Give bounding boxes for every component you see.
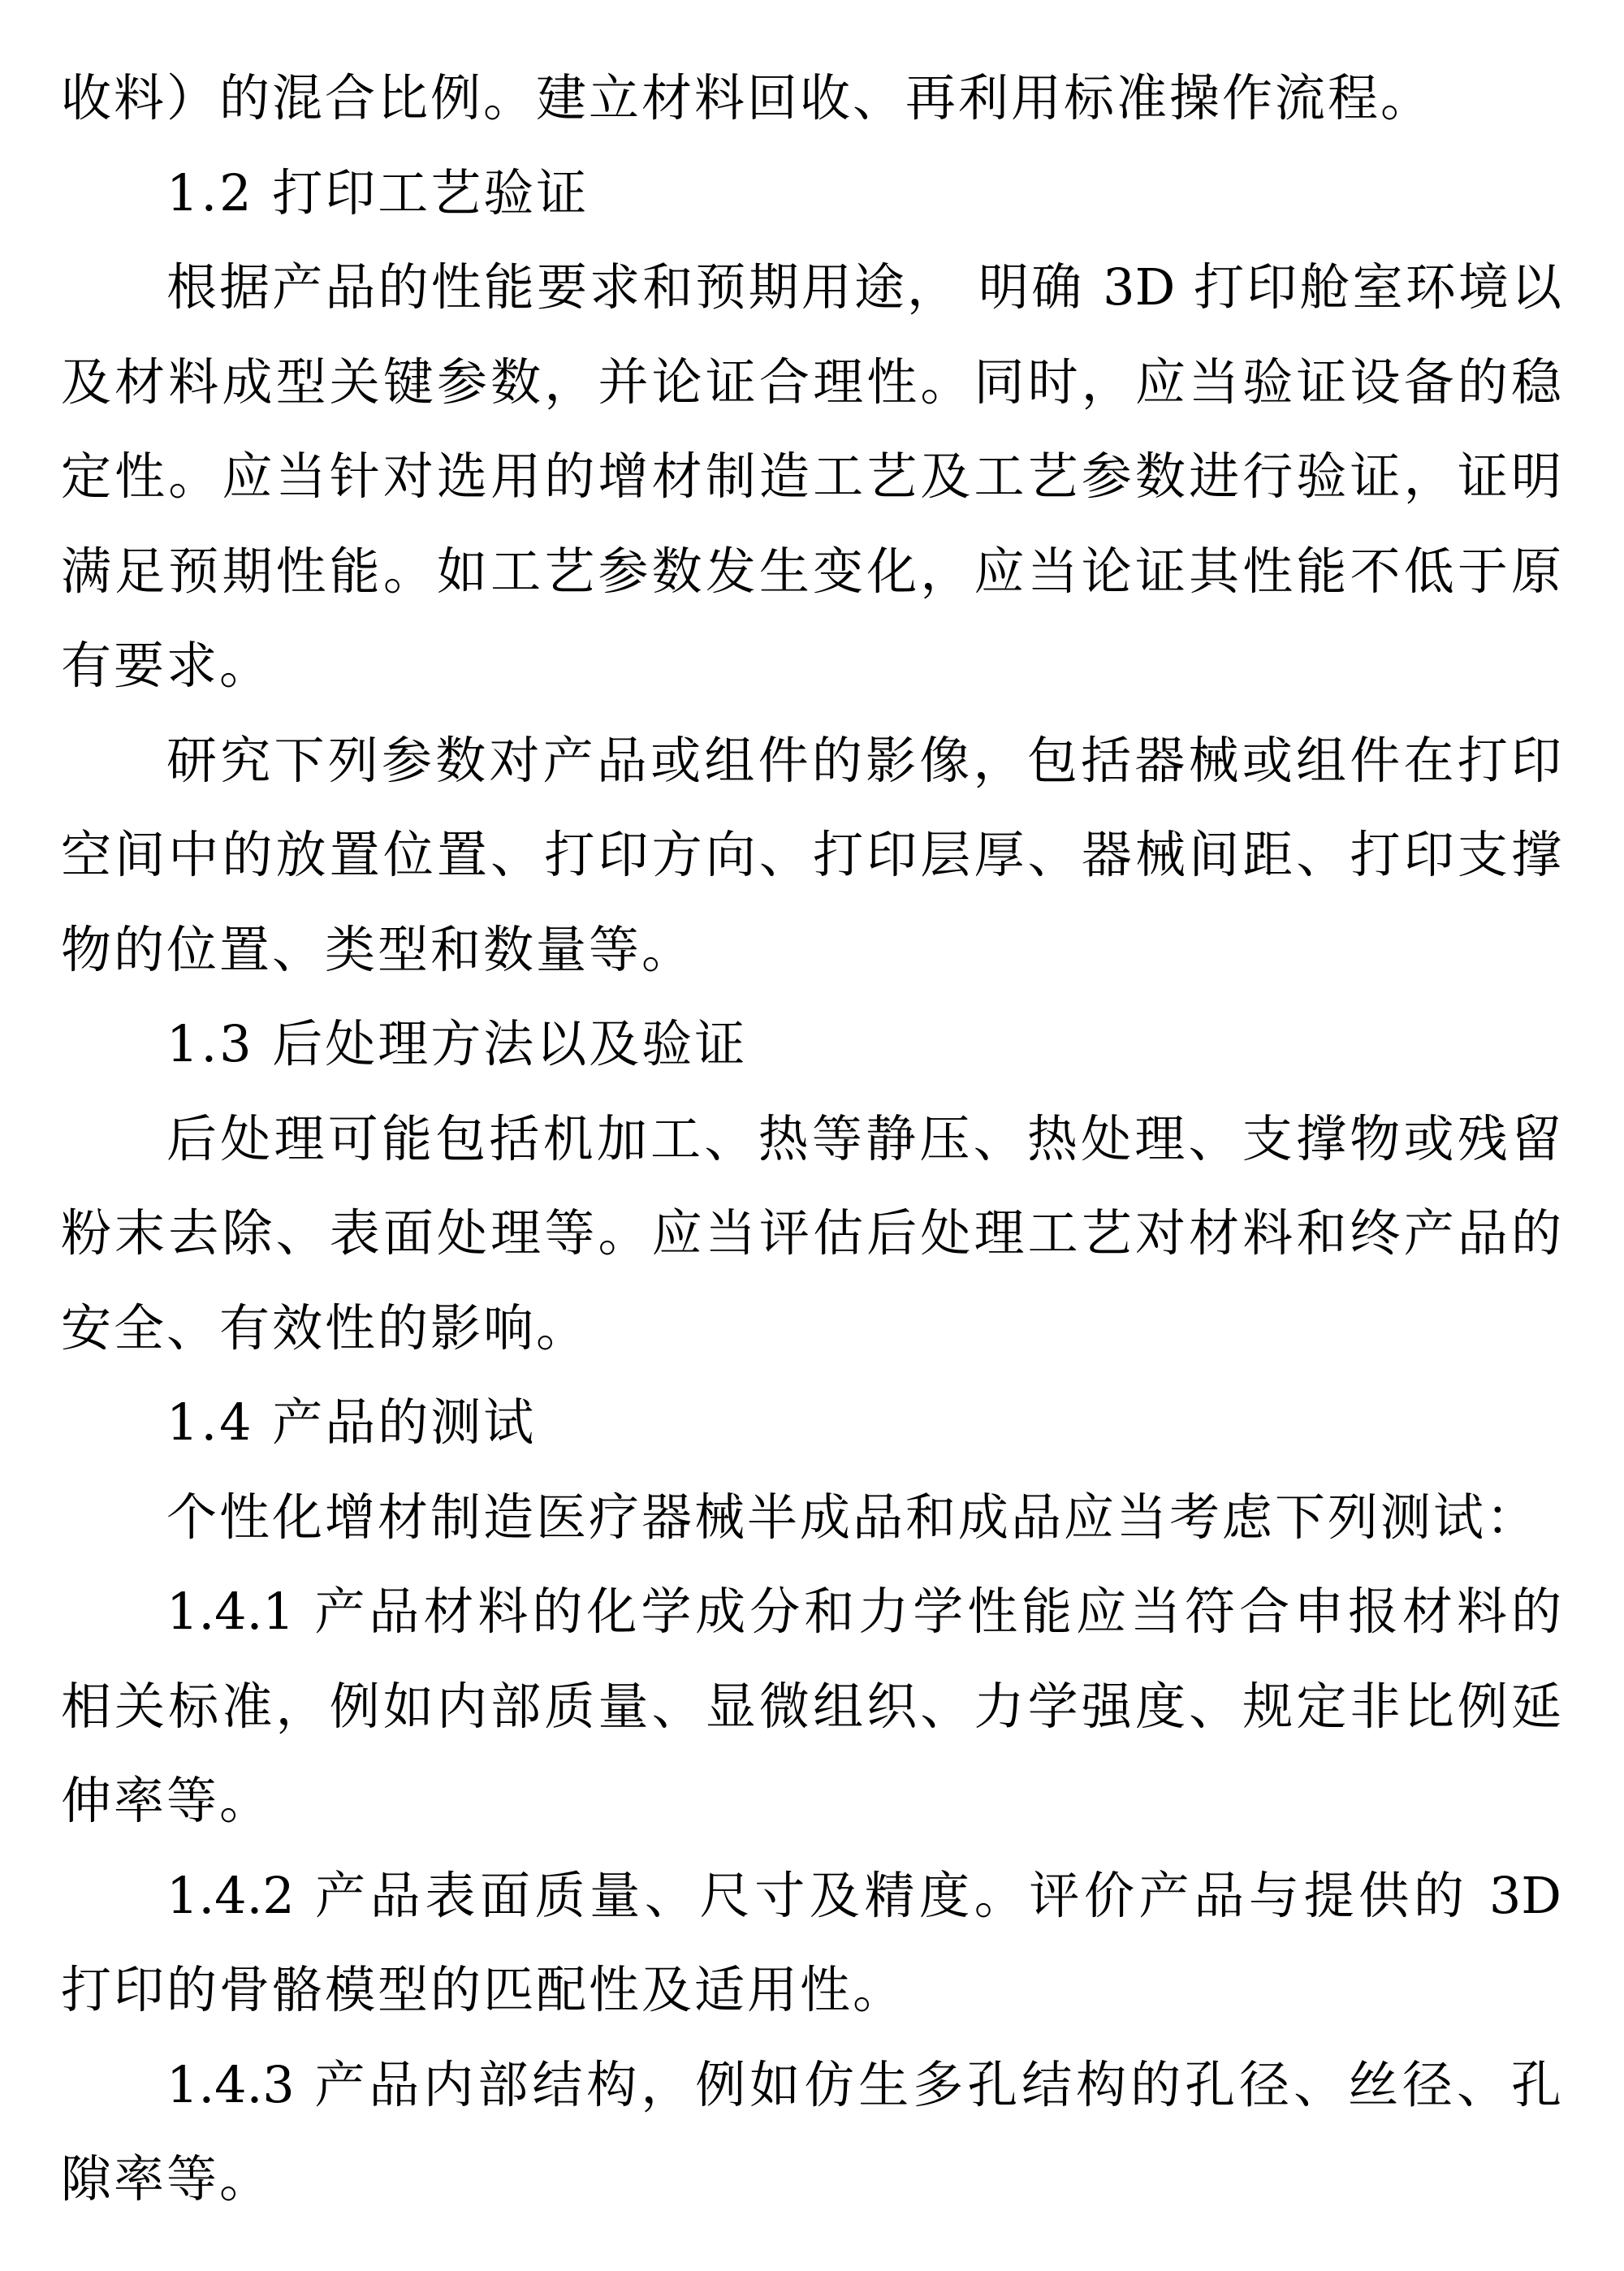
text-line: 后处理可能包括机加工、热等静压、热处理、支撑物或残留 <box>166 1108 1561 1168</box>
document-text <box>61 51 1561 2227</box>
text-line: 1.4.1 产品材料的化学成分和力学性能应当符合申报材料的 <box>166 1582 1561 1641</box>
text-line: 隙率等。 <box>61 2149 273 2208</box>
text-line: 相关标准，例如内部质量、显微组织、力学强度、规定非比例延 <box>61 1676 1561 1736</box>
text-line: 有要求。 <box>61 636 273 695</box>
text-line: 1.2 打印工艺验证 <box>166 162 590 222</box>
text-line: 空间中的放置位置、打印方向、打印层厚、器械间距、打印支撑 <box>61 825 1561 884</box>
text-line: 安全、有效性的影响。 <box>61 1297 590 1358</box>
text-line: 1.4.2 产品表面质量、尺寸及精度。评价产品与提供的 3D <box>166 1865 1561 1925</box>
text-line: 个性化增材制造医疗器械半成品和成品应当考虑下列测试： <box>166 1487 1540 1547</box>
text-line: 粉末去除、表面处理等。应当评估后处理工艺对材料和终产品的 <box>61 1203 1561 1263</box>
text-line: 伸率等。 <box>61 1771 273 1830</box>
text-line: 1.4 产品的测试 <box>166 1392 537 1452</box>
text-line: 1.4.3 产品内部结构，例如仿生多孔结构的孔径、丝径、孔 <box>166 2054 1561 2114</box>
text-line: 满足预期性能。如工艺参数发生变化，应当论证其性能不低于原 <box>61 541 1561 601</box>
text-line: 物的位置、类型和数量等。 <box>61 919 695 979</box>
text-line: 定性。应当针对选用的增材制造工艺及工艺参数进行验证，证明 <box>61 447 1561 506</box>
text-line: 1.3 后处理方法以及验证 <box>166 1014 748 1073</box>
text-line: 根据产品的性能要求和预期用途， 明确 3D 打印舱室环境以 <box>166 257 1561 317</box>
text-line: 及材料成型关键参数，并论证合理性。同时，应当验证设备的稳 <box>61 352 1561 412</box>
text-line: 研究下列参数对产品或组件的影像，包括器械或组件在打印 <box>166 730 1561 790</box>
text-line: 打印的骨骼模型的匹配性及适用性。 <box>61 1960 906 2019</box>
text-line: 收料）的混合比例。建立材料回收、再利用标准操作流程。 <box>61 68 1434 127</box>
